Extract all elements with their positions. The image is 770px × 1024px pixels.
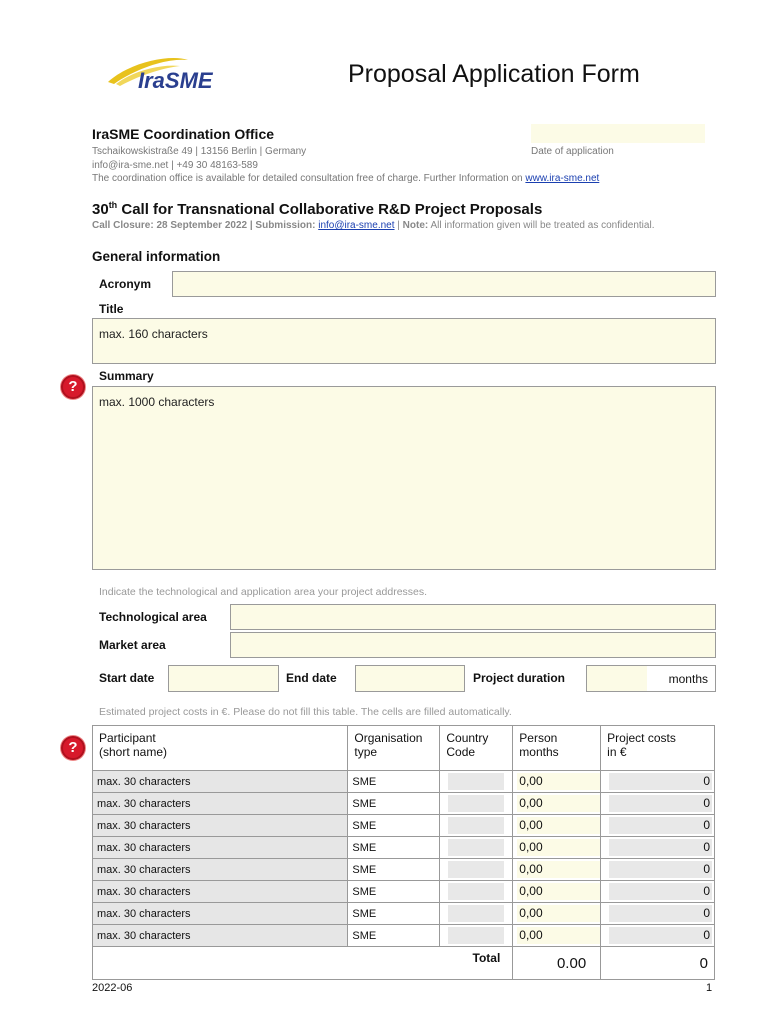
project-costs-cell: 0: [601, 793, 715, 815]
participant-cell[interactable]: max. 30 characters: [93, 771, 348, 793]
market-area-field[interactable]: [230, 632, 716, 658]
project-costs-cell: 0: [601, 881, 715, 903]
country-code-cell[interactable]: [440, 771, 513, 793]
technological-area-label: Technological area: [99, 610, 207, 624]
country-code-header: Country Code: [440, 726, 513, 771]
participant-header: Participant (short name): [93, 726, 348, 771]
country-code-cell[interactable]: [440, 903, 513, 925]
table-row: [93, 815, 715, 837]
country-code-cell[interactable]: [440, 815, 513, 837]
general-information-heading: General information: [92, 249, 221, 264]
irasme-logo: [100, 54, 230, 94]
project-costs-cell: 0: [601, 837, 715, 859]
organisation-type-cell[interactable]: SME: [348, 837, 440, 859]
end-date-label: End date: [286, 671, 337, 685]
call-details: [92, 220, 654, 231]
organisation-type-cell[interactable]: SME: [348, 903, 440, 925]
title-label: Title: [99, 302, 124, 316]
project-duration-label: Project duration: [473, 671, 566, 685]
person-months-cell[interactable]: 0,00: [513, 815, 601, 837]
project-costs-cell: 0: [601, 771, 715, 793]
total-person-months: 0.00: [513, 947, 601, 980]
market-area-label: Market area: [99, 638, 166, 652]
project-costs-cell: 0: [601, 859, 715, 881]
start-date-label: Start date: [99, 671, 155, 685]
acronym-field[interactable]: [172, 271, 716, 297]
costs-hint: Estimated project costs in €. Please do not fill this table. The cells are filled automatically.: [99, 706, 512, 718]
page-number: 1: [706, 982, 713, 994]
total-project-costs: 0: [601, 947, 715, 980]
office-contact: info@ira-sme.net | +49 30 48163-589: [92, 160, 258, 171]
table-row: [93, 925, 715, 947]
version-label: 2022-06: [92, 982, 133, 994]
project-costs-cell: 0: [601, 925, 715, 947]
start-date-field[interactable]: [168, 665, 279, 692]
note-label: Note:: [402, 220, 429, 231]
technological-area-field[interactable]: [230, 604, 716, 630]
title-field[interactable]: max. 160 characters: [92, 318, 716, 364]
person-months-cell[interactable]: 0,00: [513, 925, 601, 947]
months-unit: months: [668, 672, 708, 686]
svg-text:IraSME: IraSME: [138, 68, 213, 93]
office-info: [92, 173, 599, 184]
project-costs-header: Project costs in €: [601, 726, 715, 771]
project-costs-table: [92, 725, 715, 980]
table-row: [93, 859, 715, 881]
total-row: [93, 947, 715, 980]
office-address: Tschaikowskistraße 49 | 13156 Berlin | Germany: [92, 146, 307, 157]
country-code-cell[interactable]: [440, 881, 513, 903]
person-months-cell[interactable]: 0,00: [513, 837, 601, 859]
summary-field[interactable]: max. 1000 characters: [92, 386, 716, 570]
participant-cell[interactable]: max. 30 characters: [93, 925, 348, 947]
area-hint: Indicate the technological and application area your project addresses.: [99, 586, 428, 598]
note-text: All information given will be treated as confidential.: [428, 220, 655, 231]
participant-cell[interactable]: max. 30 characters: [93, 881, 348, 903]
organisation-type-cell[interactable]: SME: [348, 815, 440, 837]
summary-label: Summary: [99, 369, 154, 383]
call-title-text: Call for Transnational Collaborative R&D Project Proposals: [117, 201, 543, 218]
project-costs-cell: 0: [601, 815, 715, 837]
participant-cell[interactable]: max. 30 characters: [93, 903, 348, 925]
organisation-type-header: Organisation type: [348, 726, 440, 771]
person-months-cell[interactable]: 0,00: [513, 903, 601, 925]
participant-cell[interactable]: max. 30 characters: [93, 837, 348, 859]
project-duration-value: [587, 666, 647, 691]
country-code-cell[interactable]: [440, 859, 513, 881]
country-code-cell[interactable]: [440, 793, 513, 815]
participant-cell[interactable]: max. 30 characters: [93, 793, 348, 815]
call-number-suffix: th: [108, 200, 118, 210]
participant-cell[interactable]: max. 30 characters: [93, 859, 348, 881]
call-number: 30: [92, 201, 109, 218]
participant-cell[interactable]: max. 30 characters: [93, 815, 348, 837]
table-row: [93, 837, 715, 859]
organisation-type-cell[interactable]: SME: [348, 859, 440, 881]
total-label: Total: [93, 947, 513, 980]
project-duration-field: [586, 665, 716, 692]
person-months-cell[interactable]: 0,00: [513, 793, 601, 815]
table-header-row: [93, 726, 715, 771]
organisation-type-cell[interactable]: SME: [348, 771, 440, 793]
table-row: [93, 793, 715, 815]
table-row: [93, 881, 715, 903]
acronym-label: Acronym: [99, 277, 152, 291]
call-closure: Call Closure: 28 September 2022 | Submission:: [92, 220, 316, 231]
table-row: [93, 903, 715, 925]
end-date-field[interactable]: [355, 665, 465, 692]
person-months-cell[interactable]: 0,00: [513, 881, 601, 903]
help-icon[interactable]: ?: [61, 736, 85, 760]
organisation-type-cell[interactable]: SME: [348, 793, 440, 815]
organisation-type-cell[interactable]: SME: [348, 881, 440, 903]
table-row: [93, 771, 715, 793]
office-info-text: The coordination office is available for detailed consultation free of charge. Further Information on: [92, 173, 523, 184]
website-link[interactable]: www.ira-sme.net: [525, 173, 600, 184]
office-name: IraSME Coordination Office: [92, 126, 275, 142]
date-of-application-field[interactable]: [531, 124, 705, 143]
help-icon[interactable]: ?: [61, 375, 85, 399]
submission-email-link[interactable]: info@ira-sme.net: [318, 220, 395, 231]
date-of-application-label: Date of application: [531, 146, 614, 157]
call-title: [92, 200, 542, 218]
person-months-cell[interactable]: 0,00: [513, 771, 601, 793]
person-months-header: Person months: [513, 726, 601, 771]
note-separator: |: [394, 220, 403, 231]
organisation-type-cell[interactable]: SME: [348, 925, 440, 947]
form-title: Proposal Application Form: [348, 60, 640, 88]
person-months-cell[interactable]: 0,00: [513, 859, 601, 881]
project-costs-cell: 0: [601, 903, 715, 925]
country-code-cell[interactable]: [440, 925, 513, 947]
country-code-cell[interactable]: [440, 837, 513, 859]
